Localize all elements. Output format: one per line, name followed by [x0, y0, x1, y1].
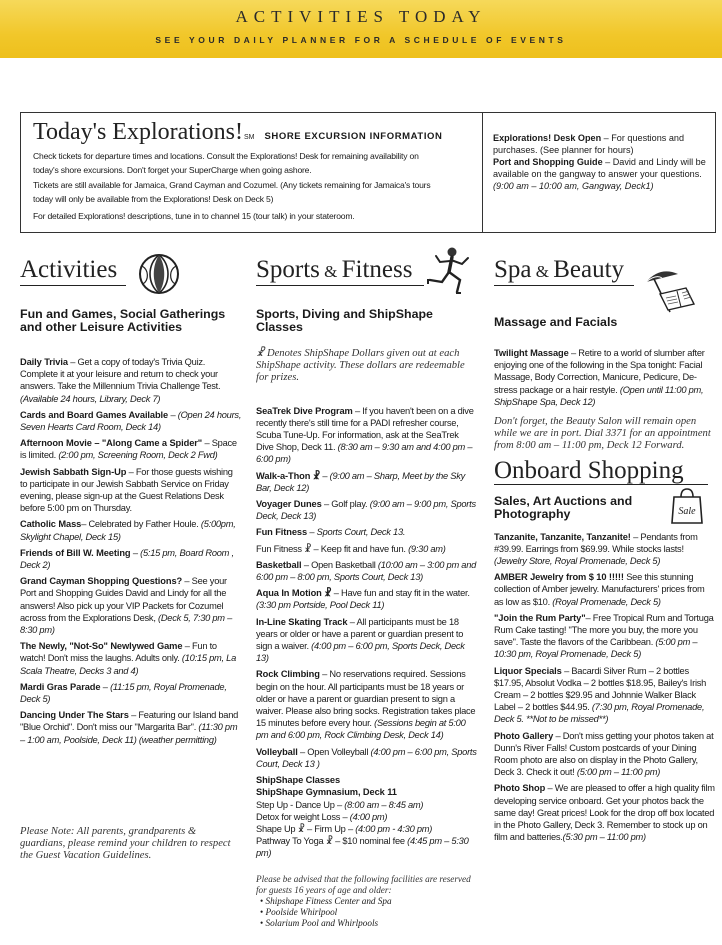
gym-class-time: (4:00 pm - 4:30 pm): [355, 823, 433, 834]
entry-title: Photo Gallery: [494, 730, 554, 741]
entry-details: (4:00 pm – 6:00 pm, Sports Court, Deck 13 ): [256, 746, 477, 769]
entry-title: Grand Cayman Shopping Questions?: [20, 576, 183, 587]
age-advisory: Please be advised that the following facilities are reserved for guests 16 years of age and older:: [256, 873, 471, 895]
entry-details: (Jewelry Store, Royal Promenade, Deck 5): [494, 556, 661, 567]
spa-subhead: Massage and Facials: [494, 315, 618, 329]
runner-icon: [422, 246, 476, 298]
entry-details: (8:30 am – 9:30 am and 4:00 pm – 6:00 pm): [256, 442, 473, 465]
port-guide-time: (9:00 am – 10:00 am, Gangway, Deck1): [493, 180, 654, 191]
entry-text: – Bacardi Silver Rum – 2 bottles $17.95, Absolut Vodka – 2 bottles $18.95, Bailey's Irish Cream – 2 bottles $29.95 and Johnnie Walker Black Label – 2 bottles $44.95.: [494, 665, 707, 713]
gym-class-name: Detox for weight Loss –: [256, 811, 350, 822]
entry-details: (10:15 pm, La Scala Theatre, Decks 3 and 4): [20, 653, 237, 676]
entry-details: (Royal Promenade, Deck 5): [552, 596, 661, 607]
spa-title: [494, 256, 624, 284]
entry-details: (Sessions begin at 5:00 pm and 6:00 pm, Rock Climbing Desk, Deck 14): [256, 718, 466, 741]
entry-details: (Deck 5, 7:30 pm – 8:30 pm): [20, 612, 233, 636]
shopping-list: [494, 531, 716, 844]
entry-title: Volleyball: [256, 746, 298, 757]
entry-text: – Featuring our Island band "Blue Orchid". Don't miss our "Margarita Bar".: [20, 710, 239, 733]
entry-title: Dancing Under The Stars: [20, 710, 129, 721]
gym-class-name: Pathway To Yoga ☧ – $10 nominal fee: [256, 836, 408, 847]
facility-item: • Poolside Whirlpool: [260, 907, 478, 918]
list-item: [20, 547, 242, 571]
entry-text: – Open Basketball: [301, 559, 378, 570]
explorations-line: Tickets are still available for Jamaica, Grand Cayman and Cozumel. (Any tickets remaining for Jamaica's tours: [33, 179, 431, 190]
entry-title: Twilight Massage: [494, 348, 569, 358]
spa-header: [494, 250, 716, 296]
facility-list: [260, 896, 478, 929]
entry-title: Photo Shop: [494, 783, 546, 794]
entry-details: (Open 24 hours, Seven Hearts Card Room, Deck 14): [20, 409, 242, 433]
spa-column: [494, 250, 716, 848]
page-title: ACTIVITIES TODAY: [235, 7, 487, 26]
shopping-bag-label: Sale: [678, 505, 696, 517]
list-item: [256, 668, 478, 741]
entry-text: – We are pleased to offer a high quality film developing service onboard. Get your photos back the same day! Great prices! Look for the drop off box located in the Photo Gallery, Deck 3. Remember to stock up on film and batteries.: [494, 783, 715, 843]
facility-item: • Shipshape Fitness Center and Spa: [260, 896, 478, 907]
entry-details: (4:00 pm – 6:00 pm, Sports Deck, Deck 13): [256, 641, 465, 664]
entry-details: (9:30 am): [408, 543, 446, 554]
entry-title: Catholic Mass: [20, 519, 82, 530]
shopping-bag-icon: [670, 487, 704, 525]
entry-title: Basketball: [256, 559, 302, 570]
list-item: [256, 543, 478, 555]
fitness-title-word: Fitness: [341, 256, 413, 283]
entry-text: Fun Fitness ☧ – Keep fit and have fun.: [256, 543, 409, 554]
explorations-line: For detailed Explorations! descriptions, tune in to channel 15 (tour talk) in your stateroom.: [33, 210, 355, 221]
entry-text: – Pendants from #39.99. Earrings from $69.99. While stocks lasts!: [494, 531, 698, 554]
activities-header: [20, 250, 242, 296]
activities-rule: [20, 285, 126, 286]
entry-text: – Celebrated by Father Houle.: [81, 519, 201, 530]
list-item: [494, 730, 716, 779]
explorations-text: [33, 149, 470, 223]
list-item: [256, 405, 478, 466]
explorations-tag: SHORE EXCURSION INFORMATION: [264, 131, 443, 142]
list-item: [20, 466, 242, 515]
entry-title: SeaTrek Dive Program: [256, 405, 353, 416]
list-item: [494, 347, 716, 408]
spa-title-amp: &: [531, 262, 554, 281]
entry-title: Liquor Specials: [494, 665, 562, 676]
entry-details: (11:15 pm, Royal Promenade, Deck 5): [20, 681, 227, 705]
desk-open-text: – For questions and purchases. (See planner for hours): [493, 133, 685, 155]
entry-details: Sports Court, Deck 13.: [316, 527, 406, 538]
activities-subhead: Fun and Games, Social Gatherings and other Leisure Activities: [20, 307, 226, 334]
list-item: [256, 616, 478, 665]
explorations-line: today will only be available from the Explorations! Desk on Deck 5): [33, 194, 274, 205]
entry-text: – All participants must be 18 years or older or have a parent or guardian present to sign a waiver.: [256, 616, 464, 652]
entry-text: – If you haven't been on a dive recently there's still time for a PADI refresher course, Scuba Tune-Up. For information, ask at the SeaTrek Dive Shop, Deck 11.: [256, 405, 474, 453]
entry-title: Walk-a-Thon ☧: [256, 470, 321, 481]
entry-details: (Open until 11:00 pm, ShipShape Spa, Deck 12): [494, 384, 704, 407]
entry-title: "Join the Rum Party": [494, 612, 586, 623]
entry-details: (9:00 am – 9:00 pm, Sports Deck, Deck 13): [256, 499, 476, 522]
entry-text: –: [168, 409, 178, 420]
entry-text: – Space is limited.: [20, 438, 237, 461]
service-mark: SM: [243, 134, 255, 141]
entry-details: (5:00 pm – 10:30 pm, Royal Promenade, Deck 5): [494, 637, 698, 660]
entry-title: Rock Climbing: [256, 669, 320, 680]
list-item: [20, 575, 242, 636]
list-item: [20, 518, 242, 542]
entry-title: In-Line Skating Track: [256, 616, 348, 627]
list-item: [256, 559, 478, 583]
entry-details: (Available 24 hours, Library, Deck 7): [20, 393, 161, 404]
activities-column: [20, 250, 242, 863]
spa-list: [494, 347, 716, 408]
activities-list: [20, 356, 242, 746]
entry-details: (3:30 pm Portside, Pool Deck 11): [256, 600, 385, 611]
gym-class: [256, 823, 478, 835]
entry-text: – Fun to watch! Don't miss the laughs. Adults only.: [20, 641, 217, 664]
gym-class-name: Shape Up ☧ – Firm Up –: [256, 823, 356, 834]
list-item: [256, 498, 478, 522]
gym-title-1: ShipShape Classes: [256, 775, 341, 786]
gym-class-time: (4:45 pm – 5:30 pm): [256, 836, 469, 859]
list-item: [20, 681, 242, 705]
entry-title: Fun Fitness: [256, 527, 308, 538]
entry-title: Daily Trivia: [20, 357, 68, 367]
port-guide-text: – David and Lindy will be available on the gangway to answer your questions.: [493, 157, 706, 180]
explorations-box: [20, 112, 716, 233]
sports-subhead: Sports, Diving and ShipShape Classes: [256, 307, 433, 334]
shopping-rule: [494, 484, 708, 485]
sports-rule: [256, 285, 424, 286]
entry-details: (5:00 pm – 11:00 pm): [576, 767, 661, 778]
sports-header: [256, 250, 478, 296]
activities-note: Please Note: All parents, grandparents & guardians, please remind your children to respect the Guest Vacation Guidelines.: [20, 825, 231, 862]
entry-details: (5:15 pm, Board Room , Deck 2): [20, 547, 234, 571]
sports-list: [256, 405, 478, 770]
gym-title: [256, 774, 478, 798]
entry-title: Aqua In Motion ☧: [256, 588, 332, 599]
entry-details: (10:00 am – 3:00 pm and 6:00 pm – 8:00 pm, Sports Court, Deck 13): [256, 559, 477, 583]
entry-text: – No reservations required. Sessions begin on the hour. All participants must be 18 years or older or have a parent or guardian present to sign a waiver. Please also bring socks. Registration takes place 15 minutes before every hour.: [256, 669, 476, 729]
entry-text: – Retire to a world of slumber after enjoying one of the following in the Spa tonight: Facial Massage, Body Correction, Manicure, Pedicure, De-stress package or a hair restyle.: [494, 348, 705, 395]
entry-text: – Don't miss getting your photos taken at Dunn's River Falls! Custom postcards of your Dining Room photo are also on display in the Photo Gallery, Deck 3. Check it out!: [494, 730, 714, 778]
beach-ball-icon: [137, 252, 181, 296]
explorations-desk-info: [493, 133, 717, 193]
spa-rule: [494, 285, 634, 286]
shopping-subhead-row: [494, 495, 716, 521]
entry-text: – Golf play.: [321, 499, 370, 510]
list-item: [20, 709, 242, 746]
explorations-title-row: [33, 119, 470, 146]
entry-text: – Have fun and stay fit in the water.: [331, 588, 470, 599]
list-item: [256, 526, 478, 538]
entry-details: (11:30 pm – 1:00 am, Poolside, Deck 11) (weather permitting): [20, 722, 238, 745]
sports-column: [256, 250, 478, 929]
list-item: [256, 587, 478, 611]
sports-title: [256, 256, 413, 284]
gym-class-name: Step Up - Dance Up –: [256, 799, 345, 810]
entry-text: – See your Port and Shopping Guides David and Lindy for all the answers! Also pick up your VIP Packets for Cozumel across from the Explorations Desk,: [20, 576, 227, 623]
sports-title-word: Sports: [256, 256, 320, 283]
header-banner: [0, 0, 722, 58]
entry-title: Afternoon Movie – "Along Came a Spider": [20, 438, 203, 449]
gym-class: [256, 811, 478, 823]
activities-title: Activities: [20, 256, 118, 283]
entry-text: See this stunning collection of Amber jewelry. Manufacturers' prices from as low as $10.: [494, 572, 705, 607]
entry-text: – Open Volleyball: [297, 746, 371, 757]
entry-title: Tanzanite, Tanzanite, Tanzanite!: [494, 531, 631, 542]
port-guide-title: Port and Shopping Guide: [493, 157, 603, 168]
list-item: [20, 437, 242, 461]
explorations-title: Today's Explorations!: [33, 119, 243, 145]
shopping-subhead: Sales, Art Auctions and Photography: [494, 493, 633, 521]
entry-text: – For those guests wishing to participate in our Jewish Sabbath Service on Friday evening, please sign-up at the Guest Relations Desk before 5:00 pm on Thursday.: [20, 466, 233, 514]
page-subtitle: SEE YOUR DAILY PLANNER FOR A SCHEDULE OF EVENTS: [155, 35, 567, 45]
list-item: [494, 782, 716, 843]
desk-open-entry: [493, 133, 715, 156]
list-item: [494, 531, 716, 568]
entry-title: Mardi Gras Parade: [20, 681, 101, 692]
beauty-title-word: Beauty: [553, 256, 625, 283]
gym-class: [256, 835, 478, 859]
desk-open-title: Explorations! Desk Open: [493, 133, 602, 143]
entry-text: –: [307, 527, 317, 538]
port-guide-entry: [493, 157, 715, 192]
gym-class-time: (4:00 pm): [349, 811, 388, 822]
list-item: [20, 640, 242, 677]
entry-title: The Newly, "Not-So" Newlywed Game: [20, 641, 183, 652]
explorations-line: today's shore excursions. Don't forget your SuperCharge when going ashore.: [33, 165, 312, 176]
entry-details: (5:00pm, Skylight Chapel, Deck 15): [20, 519, 236, 542]
list-item: [256, 470, 478, 494]
facility-item: • Solarium Pool and Whirlpools: [260, 918, 478, 929]
entry-text: – Free Tropical Rum and Tortuga Rum Cake tasting! "The more you buy, the more you save". Taste the flavors of the Caribbean.: [494, 612, 714, 648]
shipshape-legend: ☧ Denotes ShipShape Dollars given out at each ShipShape activity. These dollars are redeemable for prizes.: [256, 348, 465, 384]
entry-text: –: [100, 681, 111, 692]
entry-title: Cards and Board Games Available: [20, 409, 169, 420]
spa-note: Don't forget, the Beauty Salon will remain open while we are in port. Dial 3371 for an appointment from 8:00 am – 11:00 pm, Deck 12 Forward.: [494, 416, 711, 452]
list-item: [20, 409, 242, 433]
sports-title-amp: &: [319, 262, 342, 281]
entry-details: (5:30 pm – 11:00 pm): [562, 832, 646, 843]
entry-text: –: [320, 470, 330, 481]
gym-schedule: [256, 799, 478, 860]
list-item: [494, 612, 716, 661]
entry-title: Friends of Bill W. Meeting: [20, 547, 131, 558]
beach-umbrella-book-icon: [640, 268, 700, 314]
entry-title: AMBER Jewelry from $ 10 !!!!!: [494, 572, 624, 583]
entry-details: (2:00 pm, Screening Room, Deck 2 Fwd): [58, 450, 218, 461]
gym-class-time: (8:00 am – 8:45 am): [344, 799, 424, 810]
entry-text: –: [130, 547, 141, 558]
shopping-title: Onboard Shopping: [494, 456, 684, 484]
explorations-line: Check tickets for departure times and locations. Consult the Explorations! Desk for remaining availability on: [33, 151, 419, 161]
list-item: [20, 356, 242, 405]
gym-block: [256, 774, 478, 859]
gym-class: [256, 799, 478, 811]
entry-details: (7:30 pm, Royal Promenade, Deck 5. **Not to be missed**): [494, 702, 705, 725]
spa-title-word: Spa: [494, 256, 532, 283]
list-item: [494, 571, 716, 608]
entry-details: (9:00 am – Sharp, Meet by the Sky Bar, Deck 12): [256, 470, 466, 493]
entry-text: – Get a copy of today's Trivia Quiz. Complete it at your leisure and return to check your answers. Take the Millennium Trivia Challenge Test.: [20, 357, 221, 392]
entry-title: Jewish Sabbath Sign-Up: [20, 466, 127, 477]
list-item: [494, 665, 716, 726]
explorations-info: [21, 113, 483, 232]
gym-title-2: ShipShape Gymnasium, Deck 11: [256, 787, 397, 798]
entry-title: Voyager Dunes: [256, 499, 322, 510]
list-item: [256, 746, 478, 770]
